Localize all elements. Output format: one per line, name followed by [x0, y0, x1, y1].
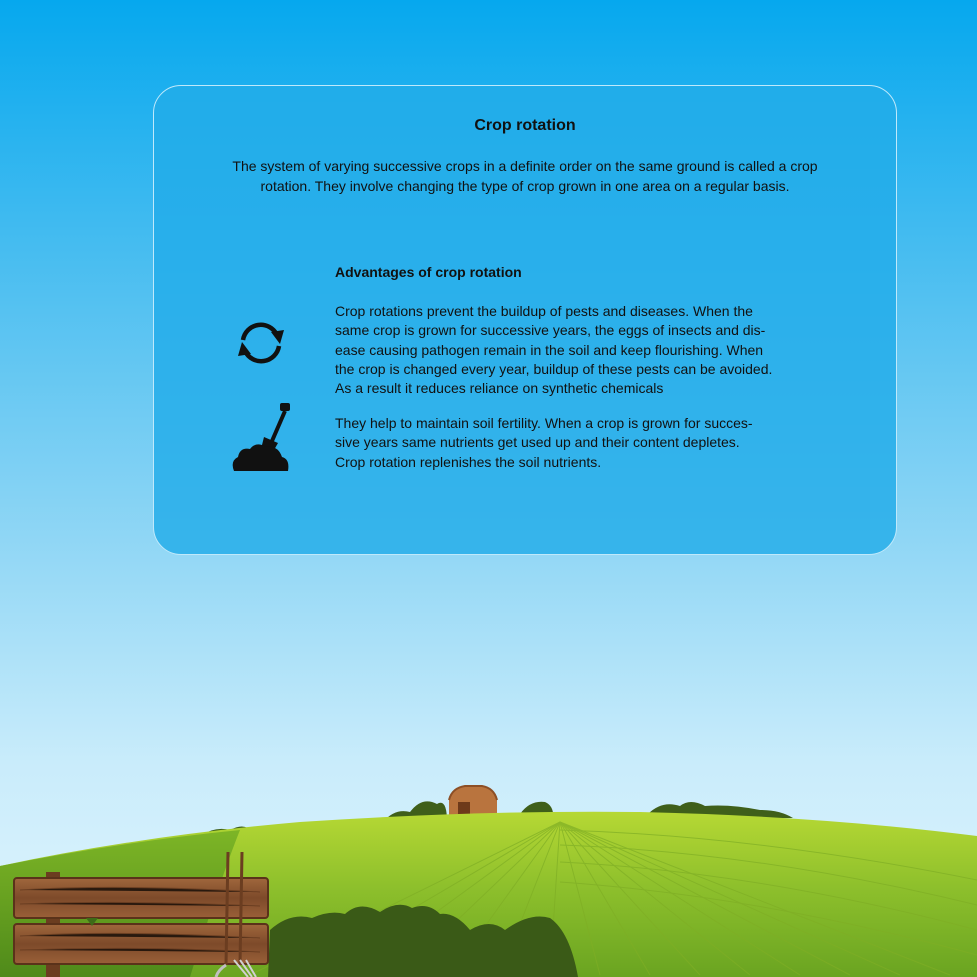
wooden-sign: [14, 872, 268, 977]
advantage-line: As a result it reduces reliance on synthetic chemicals: [335, 380, 664, 397]
advantage-line: same crop is grown for successive years, the eggs of insects and dis-: [335, 322, 766, 339]
advantages-heading: Advantages of crop rotation: [335, 264, 522, 280]
advantage-line: They help to maintain soil fertility. When a crop is grown for succes-: [335, 415, 753, 431]
crop-rotation-card: [153, 85, 897, 555]
intro-line: rotation. They involve changing the type of crop grown in one area on a regular basis.: [260, 178, 790, 194]
rotation-arrows-icon: [234, 318, 288, 368]
intro-text: [204, 156, 846, 196]
advantage-line: Crop rotations prevent the buildup of pests and diseases. When the: [335, 303, 753, 319]
advantage-line: sive years same nutrients get used up and their content depletes.: [335, 434, 740, 451]
card-title: Crop rotation: [474, 117, 576, 134]
intro-line: The system of varying successive crops in a definite order on the same ground is called a crop: [232, 158, 818, 174]
advantage-fertility-text: [335, 414, 815, 472]
advantage-line: ease causing pathogen remain in the soil and keep flourishing. When: [335, 341, 764, 358]
advantage-line: the crop is changed every year, buildup of these pests can be avoided.: [335, 360, 773, 377]
advantage-line: Crop rotation replenishes the soil nutrients.: [335, 453, 602, 470]
shovel-soil-icon: [230, 401, 292, 473]
advantage-pests-text: [335, 302, 815, 398]
